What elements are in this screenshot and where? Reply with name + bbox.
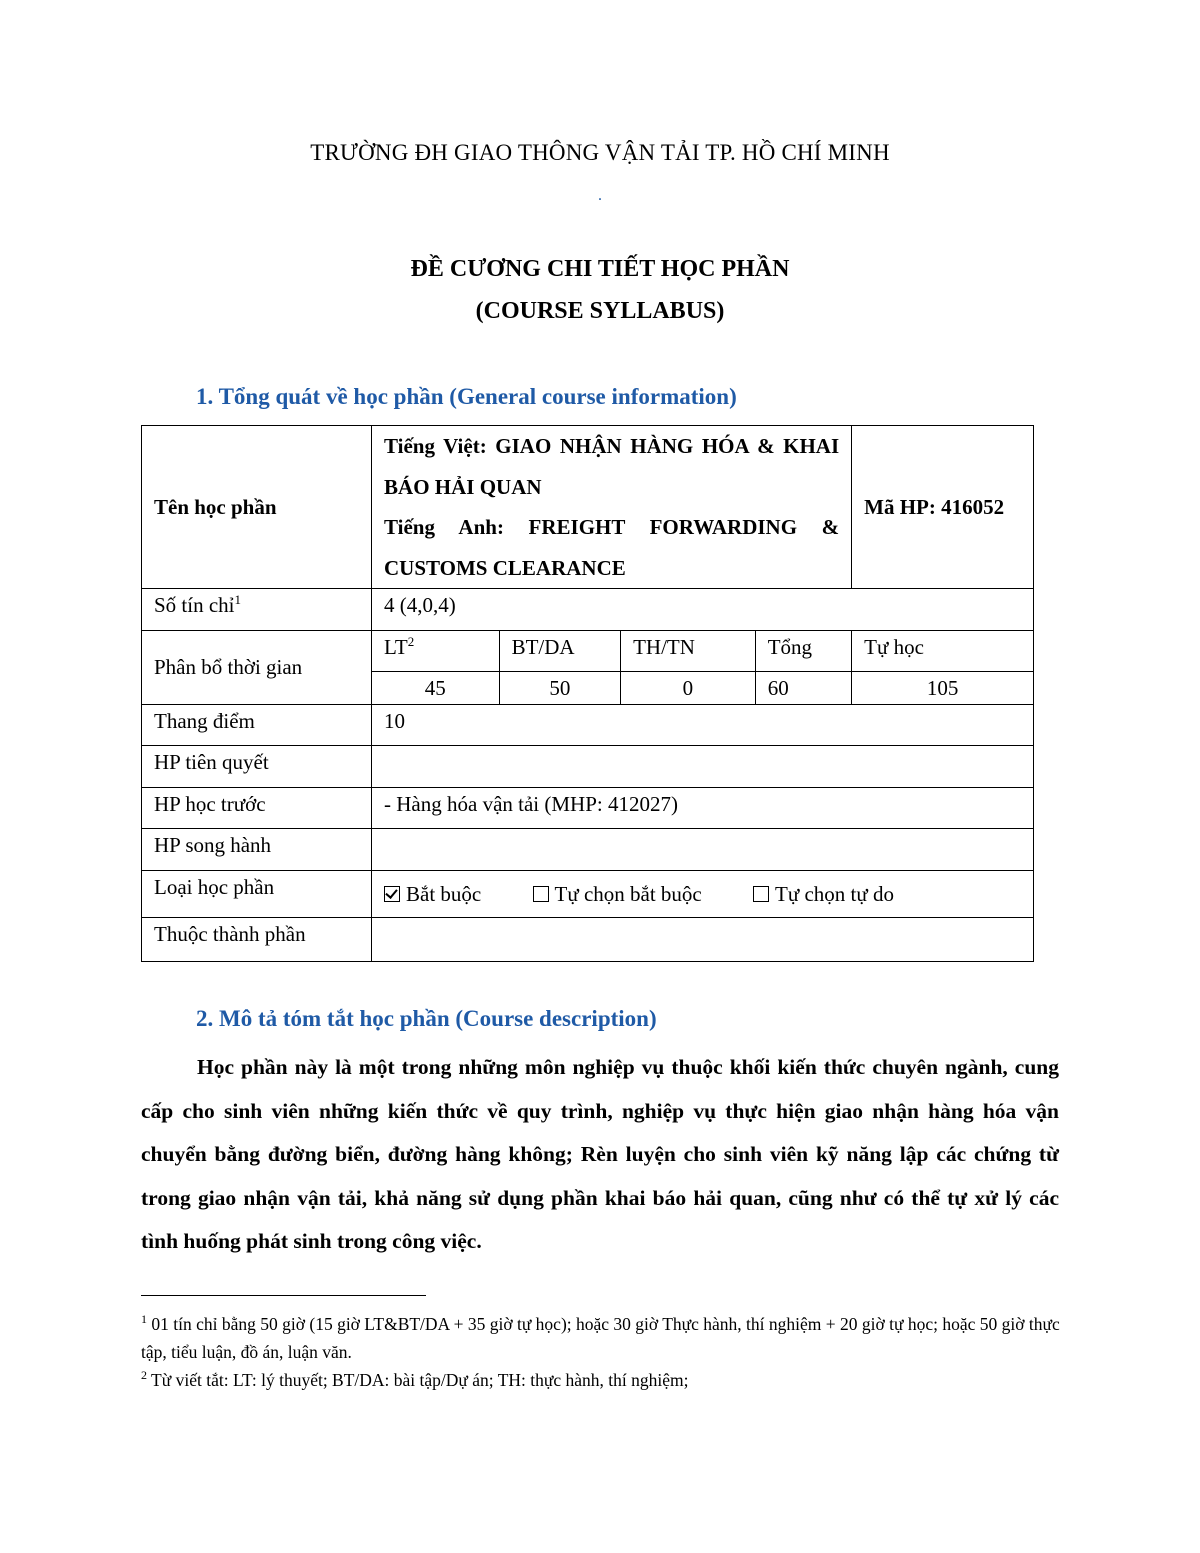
lt-header: LT <box>384 635 408 659</box>
type-option-label: Bắt buộc <box>406 881 482 906</box>
parallel-value <box>372 829 1034 871</box>
unchecked-checkbox-icon[interactable] <box>753 886 769 902</box>
footnote-ref-1: 1 <box>234 592 242 607</box>
footnote-mark: 1 <box>141 1312 147 1327</box>
credits-label-cell <box>142 589 372 631</box>
table-row <box>142 426 1034 589</box>
footnote-divider <box>141 1295 426 1296</box>
component-label: Thuộc thành phần <box>142 918 372 962</box>
component-value <box>372 918 1034 962</box>
course-name-vi: Tiếng Việt: GIAO NHẬN HÀNG HÓA & KHAI BÁO HẢI QUAN <box>384 434 840 499</box>
document-subtitle: (COURSE SYLLABUS) <box>475 298 725 324</box>
footnotes <box>141 1310 1061 1394</box>
th-value: 0 <box>621 672 756 705</box>
table-row <box>142 705 1034 746</box>
credits-label: Số tín chỉ <box>154 593 235 617</box>
course-info-table <box>141 425 1034 962</box>
table-row <box>142 746 1034 788</box>
type-option-label: Tự chọn bắt buộc <box>554 881 702 906</box>
document-title: ĐỀ CƯƠNG CHI TIẾT HỌC PHẦN <box>410 256 790 282</box>
table-row <box>142 788 1034 829</box>
footnote-text: 01 tín chỉ bằng 50 giờ (15 giờ LT&BT/DA + 35 giờ tự học); hoặc 30 giờ Thực hành, thí nghiệm + 20 giờ tự học; hoặc 50 giờ thực tập, tiểu luận, đồ án, luận văn. <box>141 1314 1060 1362</box>
type-option-tu-chon-bat-buoc[interactable] <box>533 882 702 907</box>
section-1-heading: 1. Tổng quát về học phần (General course information) <box>196 384 737 409</box>
scale-label: Thang điểm <box>142 705 372 746</box>
footnote-mark: 2 <box>141 1368 147 1383</box>
type-option-label: Tự chọn tự do <box>775 881 895 906</box>
table-row <box>142 918 1034 962</box>
lt-value: 45 <box>372 672 500 705</box>
course-code: Mã HP: 416052 <box>852 426 1034 589</box>
prior-label: HP học trước <box>142 788 372 829</box>
tong-header: Tổng <box>755 631 851 672</box>
parallel-label: HP song hành <box>142 829 372 871</box>
tu-hoc-value: 105 <box>852 672 1034 705</box>
scale-value: 10 <box>372 705 1034 746</box>
course-name-label: Tên học phần <box>142 426 372 589</box>
school-name: TRƯỜNG ĐH GIAO THÔNG VẬN TẢI TP. HỒ CHÍ MINH <box>310 140 890 165</box>
type-options <box>372 871 1034 918</box>
course-name-en: Tiếng Anh: FREIGHT FORWARDING & CUSTOMS CLEARANCE <box>384 515 840 580</box>
footnote-2 <box>141 1366 1061 1394</box>
checked-checkbox-icon[interactable] <box>384 886 400 902</box>
tong-value: 60 <box>755 672 851 705</box>
prereq-label: HP tiên quyết <box>142 746 372 788</box>
credits-value: 4 (4,0,4) <box>372 589 1034 631</box>
table-row <box>142 631 1034 672</box>
course-description: Học phần này là một trong những môn nghiệp vụ thuộc khối kiến thức chuyên ngành, cung cấp cho sinh viên những kiến thức về quy trình, nghiệp vụ thực hiện giao nhận hàng hóa vận chuyển bằng đường biển, đường hàng không; Rèn luyện cho sinh viên kỹ năng lập các chứng từ trong giao nhận vận tải, khả năng sử dụng phần khai báo hải quan, cũng như có thể tự xử lý các tình huống phát sinh trong công việc. <box>141 1055 1059 1253</box>
unchecked-checkbox-icon[interactable] <box>533 886 549 902</box>
bt-header: BT/DA <box>499 631 621 672</box>
footnote-text: Từ viết tắt: LT: lý thuyết; BT/DA: bài tập/Dự án; TH: thực hành, thí nghiệm; <box>147 1370 689 1390</box>
table-row <box>142 871 1034 918</box>
header-dot: . <box>598 187 602 204</box>
prior-value: - Hàng hóa vận tải (MHP: 412027) <box>372 788 1034 829</box>
th-header: TH/TN <box>621 631 756 672</box>
type-label: Loại học phần <box>142 871 372 918</box>
course-name-cell <box>372 426 852 589</box>
time-label: Phân bổ thời gian <box>142 631 372 705</box>
tu-hoc-header: Tự học <box>852 631 1034 672</box>
type-option-bat-buoc[interactable] <box>384 882 481 907</box>
lt-header-cell <box>372 631 500 672</box>
bt-value: 50 <box>499 672 621 705</box>
footnote-1 <box>141 1310 1061 1366</box>
section-2-heading: 2. Mô tả tóm tắt học phần (Course description) <box>196 1006 657 1031</box>
prereq-value <box>372 746 1034 788</box>
type-option-tu-chon-tu-do[interactable] <box>753 882 894 907</box>
table-row <box>142 589 1034 631</box>
table-row <box>142 829 1034 871</box>
footnote-ref-2: 2 <box>407 634 415 649</box>
